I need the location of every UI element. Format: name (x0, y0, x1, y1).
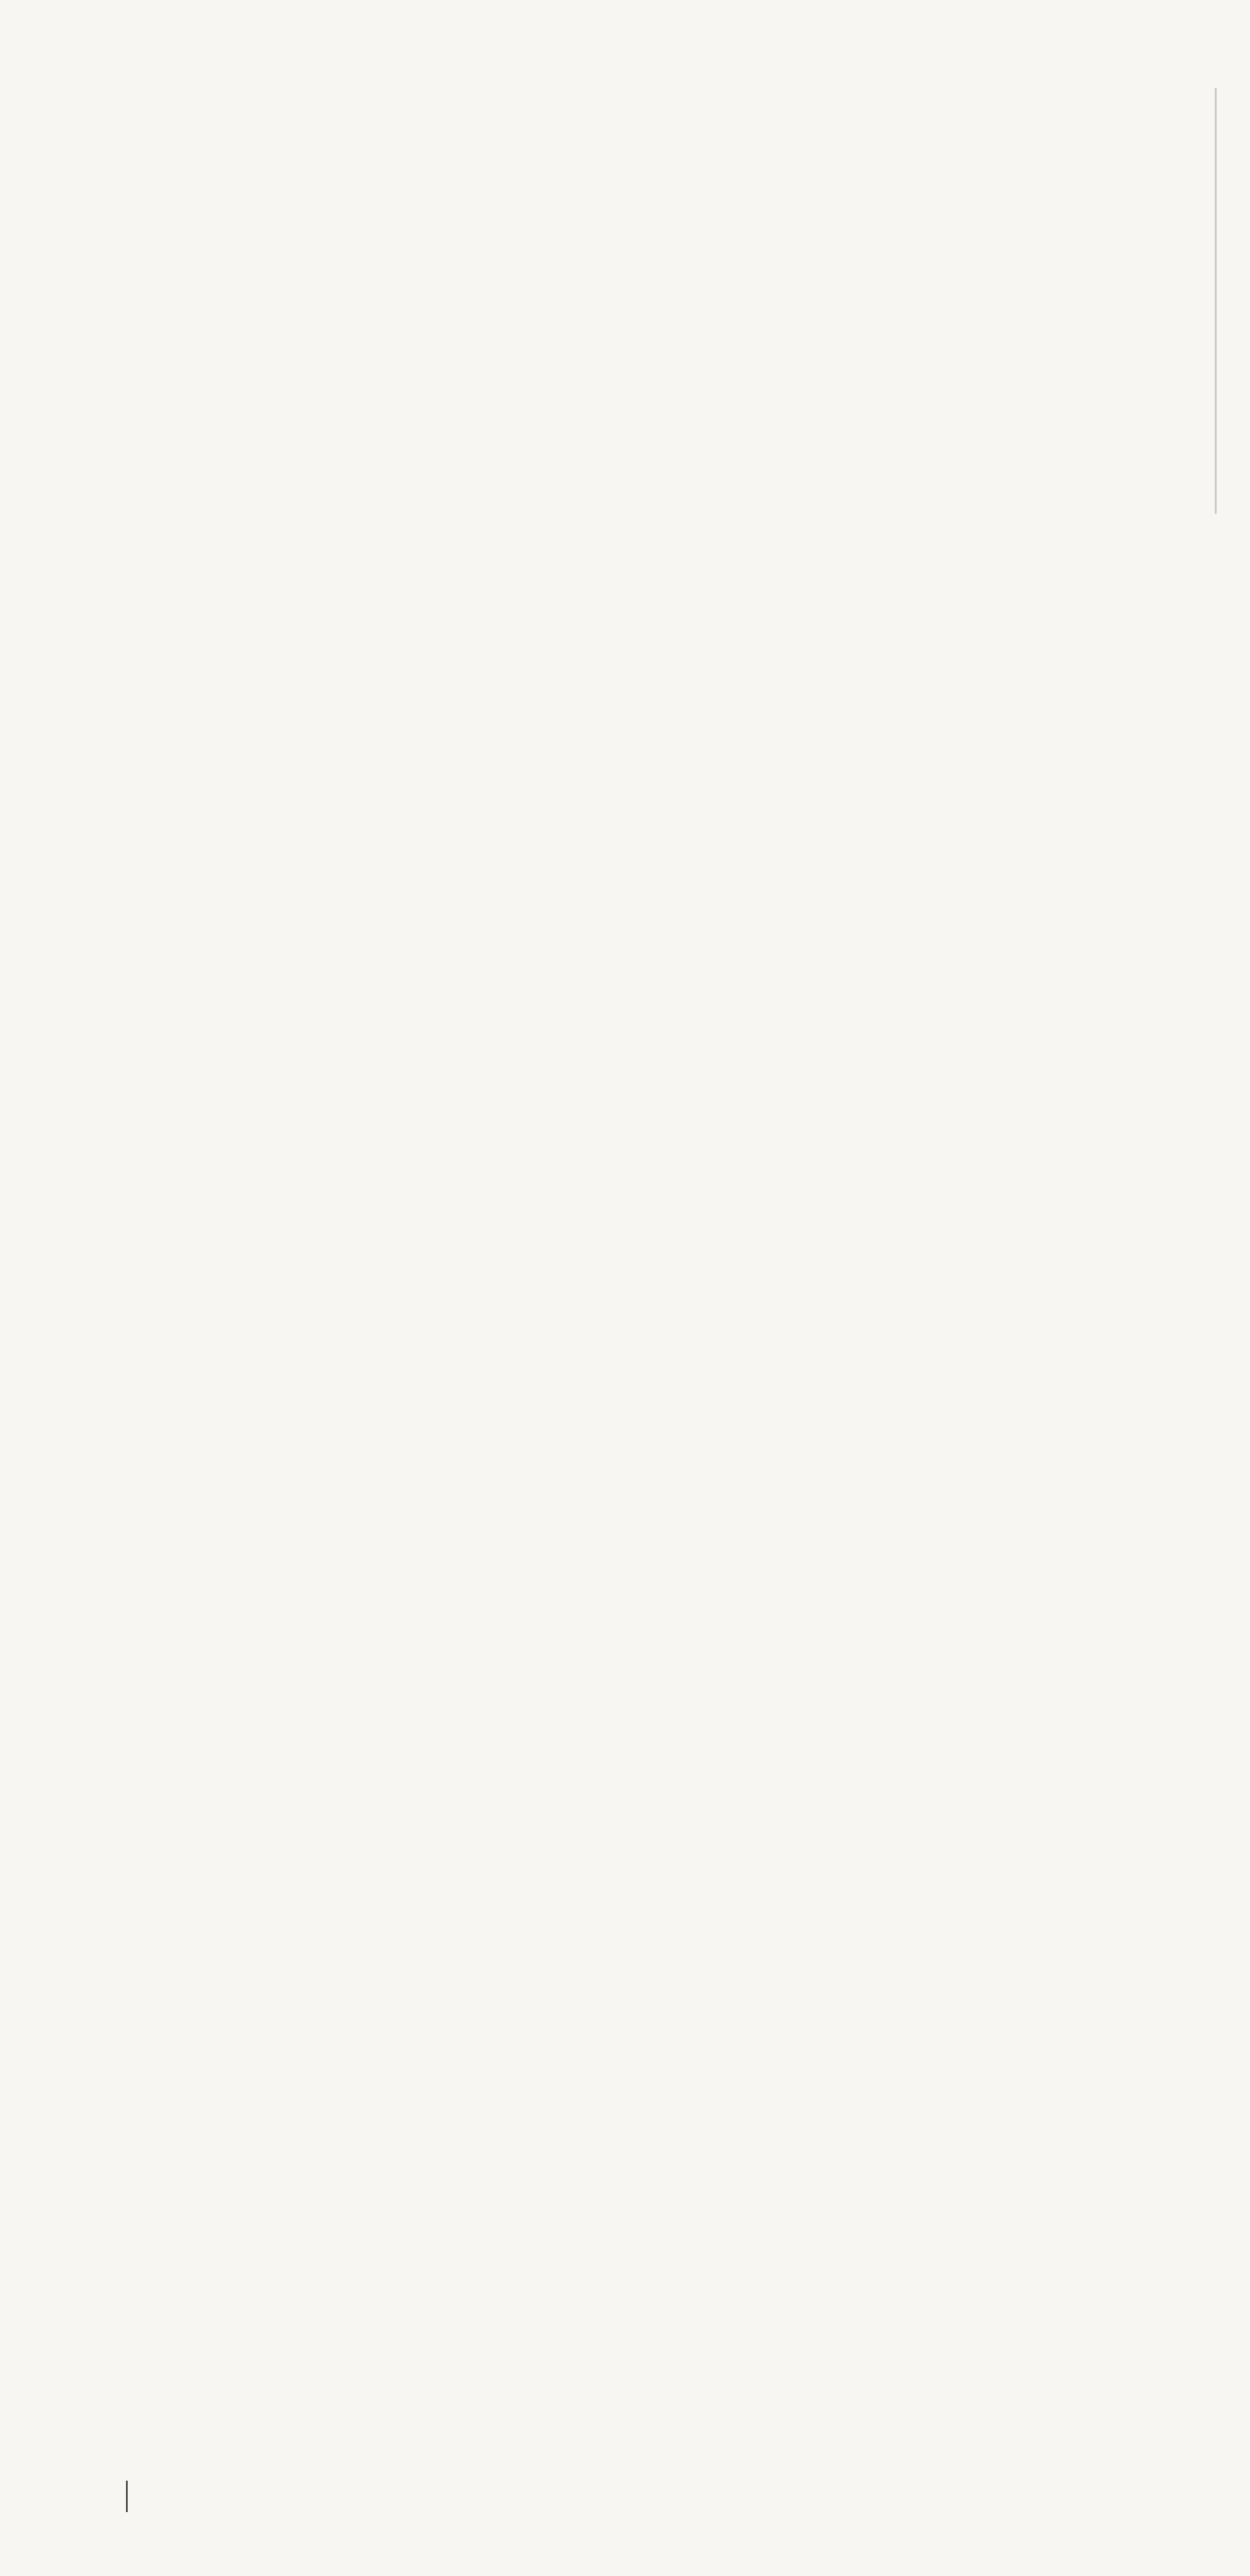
page-footer (93, 2481, 161, 2512)
margin-rule (1215, 88, 1217, 514)
footer-separator (126, 2481, 128, 2512)
